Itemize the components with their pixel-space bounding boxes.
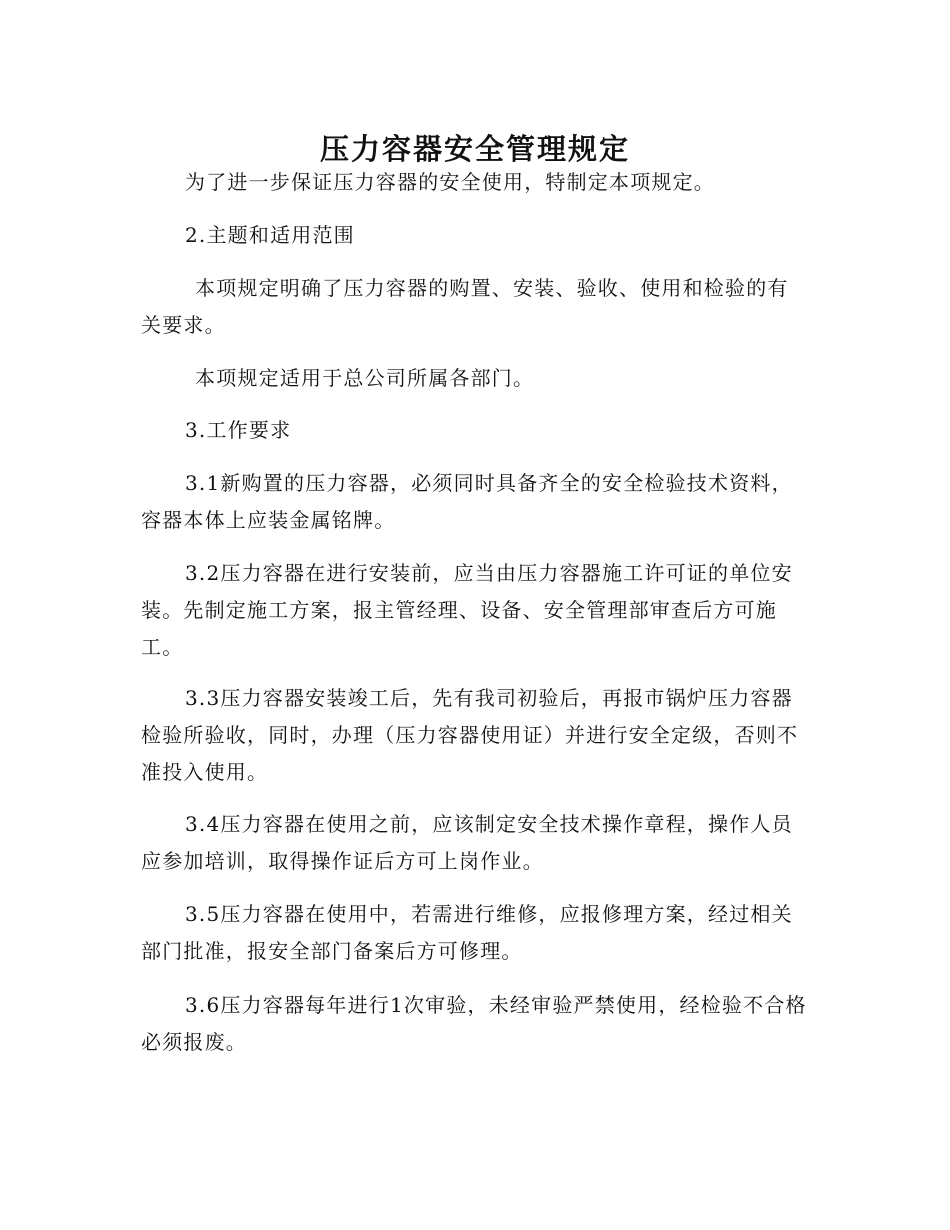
paragraph-req-3-4: 3.4压力容器在使用之前，应该制定安全技术操作章程，操作人员应参加培训，取得操作证后方可上岗作业。	[141, 812, 793, 873]
paragraph-req-3-6: 3.6压力容器每年进行1次审验，未经审验严禁使用，经检验不合格必须报废。	[141, 993, 807, 1054]
document-title: 压力容器安全管理规定	[319, 132, 630, 167]
section-heading-scope: 2.主题和适用范围	[185, 223, 355, 247]
paragraph-req-3-5: 3.5压力容器在使用中，若需进行维修，应报修理方案，经过相关部门批准，报安全部门备案后方可修理。	[141, 902, 793, 963]
paragraph-req-3-1: 3.1新购置的压力容器，必须同时具备齐全的安全检验技术资料，容器本体上应装金属铭牌。	[141, 471, 793, 532]
paragraph-req-3-2: 3.2压力容器在进行安装前，应当由压力容器施工许可证的单位安装。先制定施工方案，报主管经理、设备、安全管理部审查后方可施工。	[141, 561, 793, 659]
paragraph-req-3-3: 3.3压力容器安装竣工后，先有我司初验后，再报市锅炉压力容器检验所验收，同时，办理（压力容器使用证）并进行安全定级，否则不准投入使用。	[141, 686, 799, 784]
paragraph-intro: 为了进一步保证压力容器的安全使用，特制定本项规定。	[185, 170, 715, 194]
paragraph-scope-2: 本项规定适用于总公司所属各部门。	[195, 366, 535, 390]
paragraph-scope-1: 本项规定明确了压力容器的购置、安装、验收、使用和检验的有关要求。	[141, 276, 789, 337]
section-heading-requirements: 3.工作要求	[185, 418, 292, 442]
